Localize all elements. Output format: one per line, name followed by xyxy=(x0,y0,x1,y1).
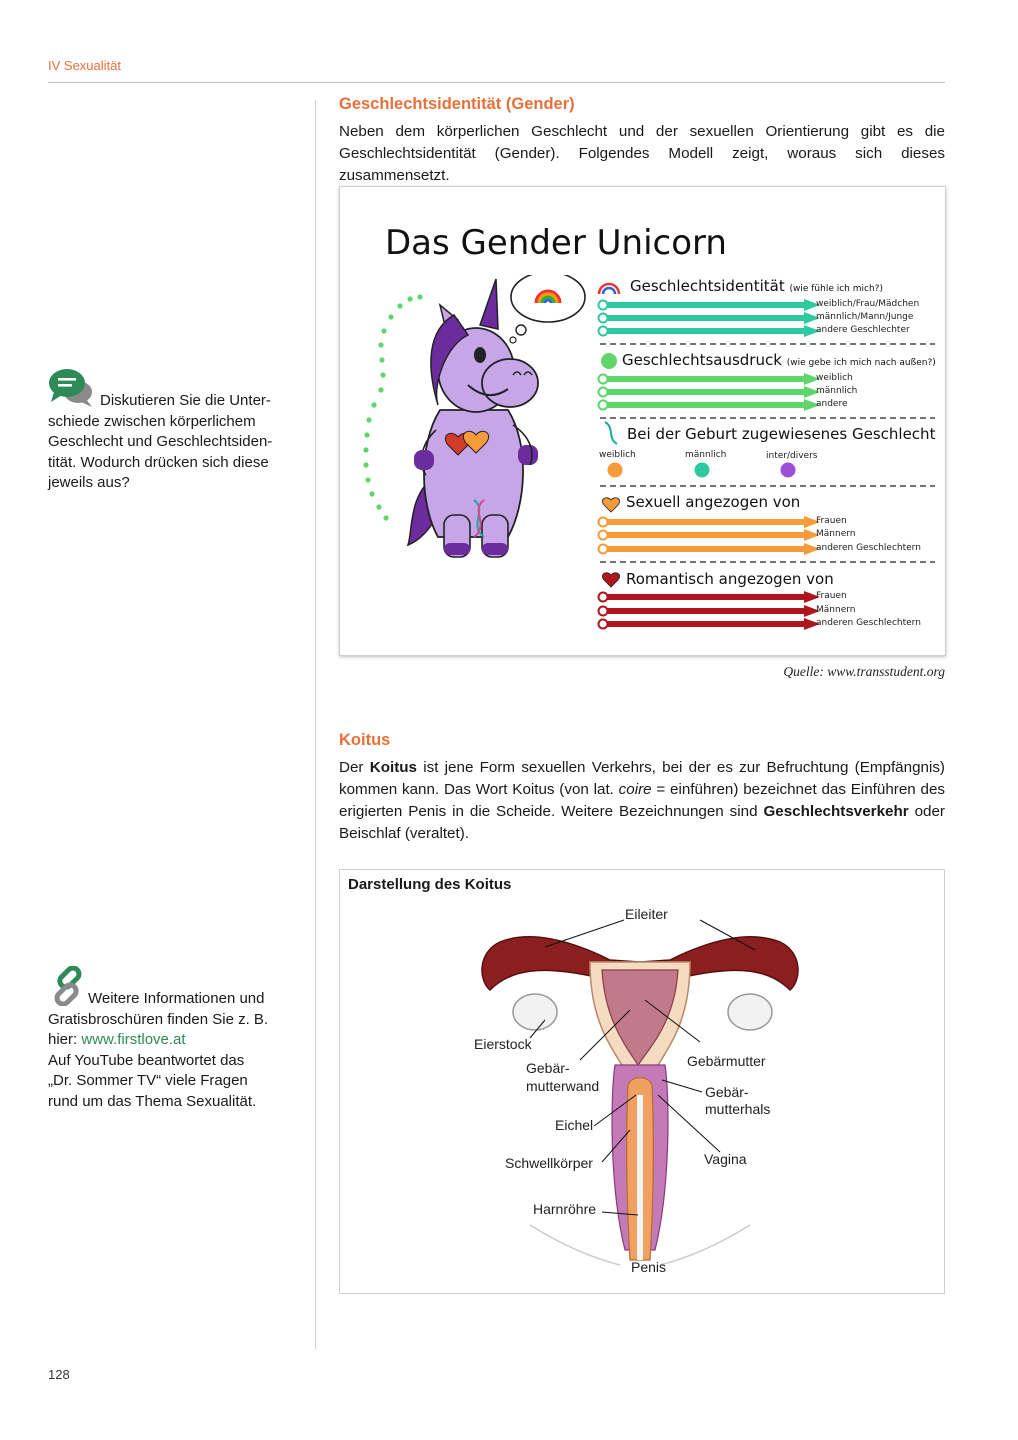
info-line-4: Auf YouTube beantwortet das xyxy=(48,1051,245,1069)
romantic-label-2: Männern xyxy=(816,605,856,615)
koitus-paragraph xyxy=(339,757,945,845)
expression-heading xyxy=(622,351,936,369)
discuss-line-4: tität. Wodurch drücken sich diese xyxy=(48,453,269,471)
identity-rainbow-icon-inner xyxy=(603,288,615,294)
assigned-label-3: inter/divers xyxy=(766,451,818,461)
label-gebaermutterwand-2: mutterwand xyxy=(526,1078,600,1094)
koitus-text-1: Der xyxy=(339,759,370,776)
sexual-label-3: anderen Geschlechtern xyxy=(816,543,921,553)
identity-label-2: männlich/Mann/Junge xyxy=(816,312,914,322)
label-gebaermutterwand xyxy=(526,1059,599,1095)
identity-heading xyxy=(630,277,883,295)
koitus-term-2: Geschlechtsverkehr xyxy=(763,803,909,820)
header-divider xyxy=(48,82,945,83)
assigned-dot-male xyxy=(695,463,710,478)
expression-label-3: andere xyxy=(816,399,848,409)
label-harnroehre: Harnröhre xyxy=(533,1201,597,1217)
assigned-label-2: männlich xyxy=(685,450,727,460)
label-eichel: Eichel xyxy=(555,1117,594,1133)
label-gebaermutter: Gebärmutter xyxy=(687,1053,766,1069)
label-gebaermutterhals-1: Gebär- xyxy=(705,1084,749,1100)
expression-title: Geschlechtsausdruck xyxy=(622,351,782,369)
identity-label-3: andere Geschlechter xyxy=(816,325,910,335)
koitus-term: Koitus xyxy=(369,759,417,776)
romantic-label-1: Frauen xyxy=(816,591,847,601)
gender-paragraph: Neben dem körperlichen Geschlecht und der sexuellen Orientierung gibt es die Geschlechtsidentität (Gender). Folgendes Modell zeigt, woraus sich dieses zusammensetzt. xyxy=(339,123,945,184)
expression-start-dot-1 xyxy=(599,375,608,384)
koitus-text-2: ist jene Form sexuellen Verkehrs, bei der es zur Befruchtung (Empfängnis) kommen kann. Das Wort Koitus (von lat. xyxy=(339,759,945,798)
identity-start-dot-1 xyxy=(599,301,608,310)
romantic-label-3: anderen Geschlechtern xyxy=(816,618,921,628)
page-number: 128 xyxy=(48,1367,70,1382)
sexual-heart-icon xyxy=(602,498,619,512)
unicorn-illustration xyxy=(358,275,603,575)
info-prefix: hier: xyxy=(48,1031,82,1048)
info-line-2: Gratisbroschüren finden Sie z. B. xyxy=(48,1010,269,1028)
sexual-start-dot-3 xyxy=(599,545,608,554)
assigned-dot-female xyxy=(608,463,623,478)
expression-start-dot-2 xyxy=(599,388,608,397)
sexual-start-dot-1 xyxy=(599,518,608,527)
dotted-arc xyxy=(363,294,422,520)
sexual-start-dot-2 xyxy=(599,531,608,540)
koitus-text-4: oder Beischlaf (veraltet). xyxy=(339,803,945,842)
anatomy-illustration xyxy=(340,870,944,1293)
label-penis: Penis xyxy=(631,1259,667,1275)
info-text xyxy=(48,989,308,1112)
koitus-heading: Koitus xyxy=(339,731,391,749)
label-eierstock: Eierstock xyxy=(474,1036,532,1052)
discuss-line-3: Geschlecht und Geschlechtsiden- xyxy=(48,433,273,450)
discuss-text xyxy=(48,391,298,494)
romantic-heading: Romantisch angezogen von xyxy=(626,570,834,588)
identity-start-dot-3 xyxy=(599,327,608,336)
discuss-line-2: schiede zwischen körperlichem xyxy=(48,412,256,430)
assigned-label-1: weiblich xyxy=(599,450,636,460)
firstlove-link[interactable]: www.firstlove.at xyxy=(81,1031,186,1048)
assigned-dna-icon xyxy=(605,422,617,444)
unicorn-title: Das Gender Unicorn xyxy=(385,223,727,263)
label-gebaermutterhals-2: mutterhals xyxy=(705,1101,771,1117)
identity-hint: (wie fühle ich mich?) xyxy=(789,284,883,294)
romantic-start-dot-2 xyxy=(599,607,608,616)
koitus-figure xyxy=(339,869,945,1294)
identity-title: Geschlechtsidentität xyxy=(630,277,785,295)
expression-start-dot-3 xyxy=(599,401,608,410)
koitus-latin: coire xyxy=(618,781,652,798)
assigned-heading: Bei der Geburt zugewiesenes Geschlecht xyxy=(627,425,936,443)
romantic-start-dot-1 xyxy=(599,593,608,602)
info-line-3 xyxy=(48,1030,308,1051)
koitus-figure-title: Darstellung des Koitus xyxy=(348,876,512,893)
info-line-5: „Dr. Sommer TV“ viele Fragen xyxy=(48,1072,248,1089)
expression-label-2: männlich xyxy=(816,386,858,396)
sexual-label-2: Männern xyxy=(816,529,856,539)
identity-start-dot-2 xyxy=(599,314,608,323)
identity-label-1: weiblich/Frau/Mädchen xyxy=(816,299,920,309)
image-source: Quelle: www.transstudent.org xyxy=(783,664,945,679)
gender-unicorn-figure xyxy=(339,186,946,656)
info-line-6: rund um das Thema Sexualität. xyxy=(48,1092,257,1110)
discuss-line-1: Diskutieren Sie die Unter- xyxy=(100,392,271,409)
chapter-header: IV Sexualität xyxy=(48,58,121,73)
romantic-heart-icon xyxy=(602,573,619,587)
koitus-text-3: = einführen) bezeichnet das Einführen des erigierten Penis in die Scheide. Weitere Bezeichnungen sind xyxy=(339,781,945,820)
label-gebaermutterhals xyxy=(705,1084,770,1118)
label-vagina: Vagina xyxy=(704,1151,747,1167)
expression-hint: (wie gebe ich mich nach außen?) xyxy=(786,358,936,368)
expression-label-1: weiblich xyxy=(816,373,853,383)
rainbow-icon xyxy=(536,291,560,303)
label-gebaermutterwand-1: Gebär- xyxy=(526,1060,570,1076)
info-line-1: Weitere Informationen und xyxy=(88,990,265,1007)
sexual-heading: Sexuell angezogen von xyxy=(626,493,801,511)
gender-heading: Geschlechtsidentität (Gender) xyxy=(339,95,575,113)
label-schwellkoerper: Schwellkörper xyxy=(505,1155,593,1171)
expression-circle-icon xyxy=(601,353,617,369)
assigned-dot-intersex xyxy=(781,463,796,478)
sexual-label-1: Frauen xyxy=(816,516,847,526)
romantic-start-dot-3 xyxy=(599,620,608,629)
discuss-line-5: jeweils aus? xyxy=(48,474,130,491)
column-divider xyxy=(315,100,316,1350)
label-eileiter: Eileiter xyxy=(625,906,668,922)
